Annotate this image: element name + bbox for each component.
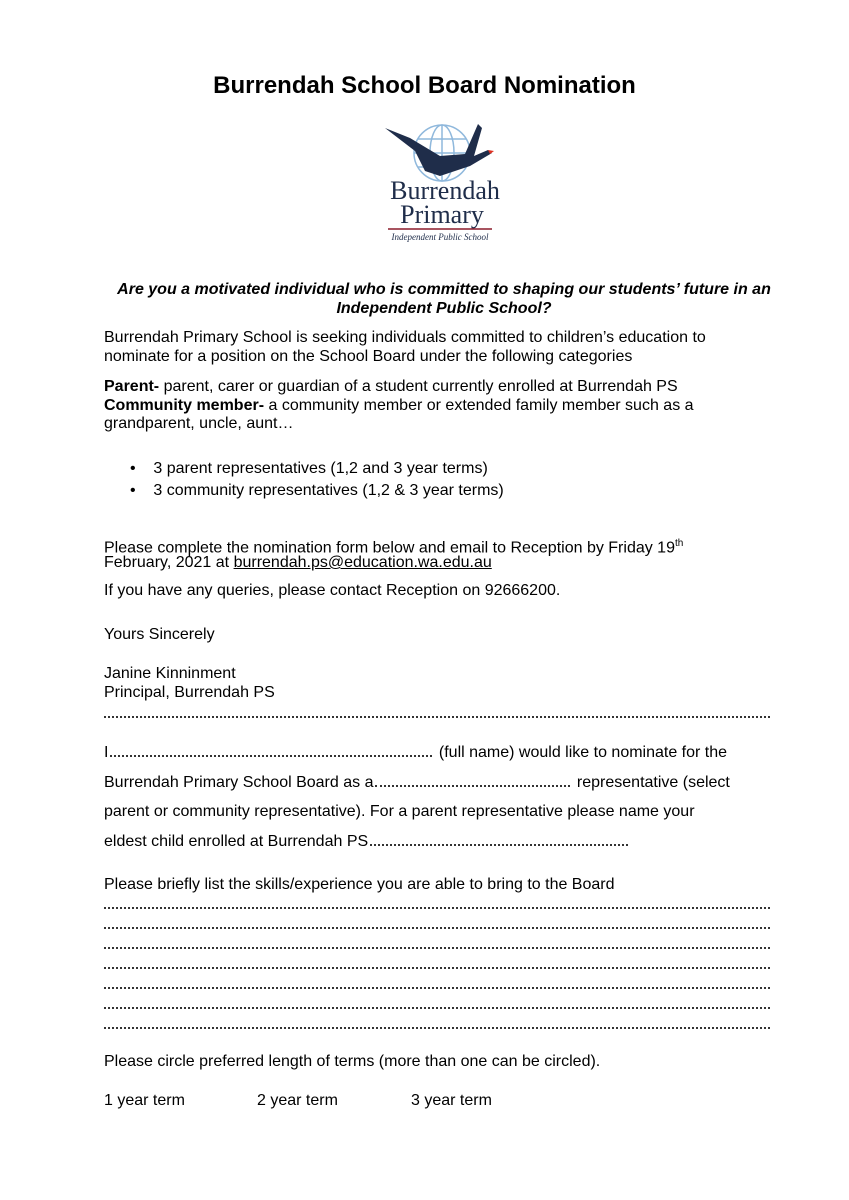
intro-line-1: Burrendah Primary School is seeking individuals committed to children’s education to — [104, 329, 706, 346]
skills-line[interactable] — [104, 947, 770, 949]
terms-prompt: Please circle preferred length of terms (more than one can be circled). — [104, 1053, 601, 1070]
term-option-3[interactable]: 3 year term — [411, 1092, 492, 1109]
form-text: (full name) would like to nominate for the — [434, 744, 728, 761]
closing-text: Yours Sincerely — [104, 626, 215, 643]
bullet-item: • 3 parent representatives (1,2 and 3 year terms) — [130, 460, 488, 477]
representative-type-field[interactable] — [375, 785, 570, 787]
form-text: I — [104, 744, 109, 761]
parent-label: Parent- — [104, 378, 160, 395]
deadline-sup: th — [674, 538, 684, 549]
community-category — [104, 396, 694, 415]
deadline-text-2: February, 2021 at — [104, 554, 234, 571]
form-text: eldest child enrolled at Burrendah PS — [104, 833, 369, 850]
form-text: Burrendah Primary School Board as a — [104, 774, 374, 791]
logo-line1: Burrendah — [390, 176, 500, 205]
parent-category — [104, 377, 678, 396]
logo-line2: Primary — [400, 200, 484, 229]
deadline-text: Please complete the nomination form below and email to Reception by Friday 19 — [104, 539, 675, 557]
term-option-1[interactable]: 1 year term — [104, 1092, 185, 1109]
signature-role: Principal, Burrendah PS — [104, 684, 275, 701]
divider-dotted — [104, 716, 770, 718]
skills-prompt: Please briefly list the skills/experience you are able to bring to the Board — [104, 876, 615, 893]
skills-line[interactable] — [104, 1007, 770, 1009]
intro-question: Are you a motivated individual who is committed to shaping our students’ future in an Independent Public School? — [117, 281, 771, 317]
skills-line[interactable] — [104, 987, 770, 989]
skills-line[interactable] — [104, 907, 770, 909]
bullet-text: 3 parent representatives (1,2 and 3 year terms) — [153, 460, 488, 477]
skills-line[interactable] — [104, 967, 770, 969]
email-link[interactable]: burrendah.ps@education.wa.edu.au — [233, 554, 492, 571]
form-text: representative (select — [572, 774, 730, 791]
eldest-child-field[interactable] — [370, 844, 628, 846]
logo-tagline: Independent Public School — [391, 232, 489, 242]
community-text-2: grandparent, uncle, aunt… — [104, 415, 294, 432]
bullet-text: 3 community representatives (1,2 & 3 year terms) — [153, 482, 504, 499]
community-label: Community member- — [104, 397, 265, 414]
intro-line-2: nominate for a position on the School Board under the following categories — [104, 348, 633, 365]
full-name-field[interactable] — [110, 755, 432, 757]
bullet-item: • 3 community representatives (1,2 & 3 year terms) — [130, 482, 504, 499]
form-line-4 — [104, 832, 630, 851]
queries-text: If you have any queries, please contact Reception on 92666200. — [104, 582, 561, 599]
school-logo — [370, 116, 520, 246]
term-option-2[interactable]: 2 year term — [257, 1092, 338, 1109]
parent-text: parent, carer or guardian of a student currently enrolled at Burrendah PS — [159, 378, 678, 395]
form-line-3: parent or community representative). For a parent representative please name your — [104, 803, 695, 820]
page-title: Burrendah School Board Nomination — [213, 72, 636, 99]
skills-line[interactable] — [104, 1027, 770, 1029]
form-line-2 — [104, 773, 730, 792]
skills-line[interactable] — [104, 927, 770, 929]
deadline-line-2 — [104, 553, 492, 572]
signature-name: Janine Kinninment — [104, 665, 236, 682]
form-line-1 — [104, 743, 727, 762]
community-text: a community member or extended family member such as a — [264, 397, 694, 414]
